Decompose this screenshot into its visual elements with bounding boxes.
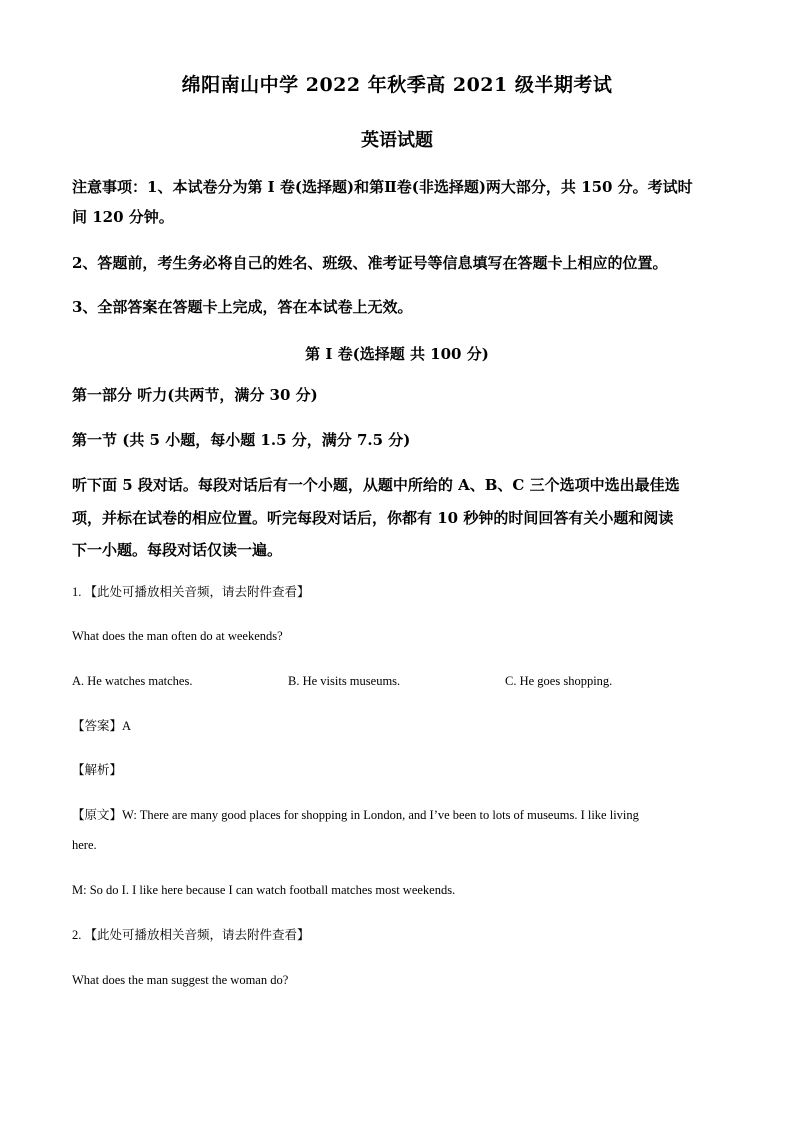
notes-line-3: 3、全部答案在答题卡上完成，答在本试卷上无效。 <box>72 298 413 316</box>
q1-transcript-line-3: M: So do I. I like here because I can watch football matches most weekends. <box>72 883 456 897</box>
q2-question: What does the man suggest the woman do? <box>72 973 289 987</box>
q1-option-c: C. He goes shopping. <box>505 674 613 688</box>
instructions-line-1: 听下面 5 段对话。每段对话后有一个小题，从题中所给的 A、B、C 三个选项中选出最佳选 <box>72 476 680 494</box>
instructions-line-2: 项，并标在试卷的相应位置。听完每段对话后，你都有 10 秒钟的时间回答有关小题和阅读 <box>72 509 674 527</box>
q1-option-a: A. He watches matches. <box>72 674 193 688</box>
notes-line-1b: 间 120 分钟。 <box>72 208 174 226</box>
volume-title: 第 I 卷(选择题 共 100 分) <box>305 345 489 363</box>
part1-heading: 第一部分 听力(共两节，满分 30 分) <box>72 386 318 404</box>
notes-line-1: 注意事项：1、本试卷分为第 I 卷(选择题)和第Ⅱ卷(非选择题)两大部分，共 150 分。考试时 <box>72 178 693 196</box>
notes-line-2: 2、答题前，考生务必将自己的姓名、班级、准考证号等信息填写在答题卡上相应的位置。 <box>72 254 668 272</box>
exam-subtitle: 英语试题 <box>361 130 433 151</box>
q1-option-b: B. He visits museums. <box>288 674 401 688</box>
q1-answer: 【答案】A <box>72 719 132 733</box>
q1-transcript-line-2: here. <box>72 838 97 852</box>
q2-number-line: 2. 【此处可播放相关音频，请去附件查看】 <box>72 928 310 942</box>
part1-section1-heading: 第一节 (共 5 小题，每小题 1.5 分，满分 7.5 分) <box>72 431 411 449</box>
q1-question: What does the man often do at weekends? <box>72 629 283 643</box>
instructions-line-3: 下一小题。每段对话仅读一遍。 <box>72 541 283 559</box>
q1-analysis-label: 【解析】 <box>72 763 123 777</box>
exam-title: 绵阳南山中学 2022 年秋季高 2021 级半期考试 <box>181 74 613 96</box>
q1-number-line: 1. 【此处可播放相关音频，请去附件查看】 <box>72 585 310 599</box>
q1-transcript-line-1: 【原文】W: There are many good places for shopping in London, and I’ve been to lots of museums. I like living <box>72 808 639 822</box>
